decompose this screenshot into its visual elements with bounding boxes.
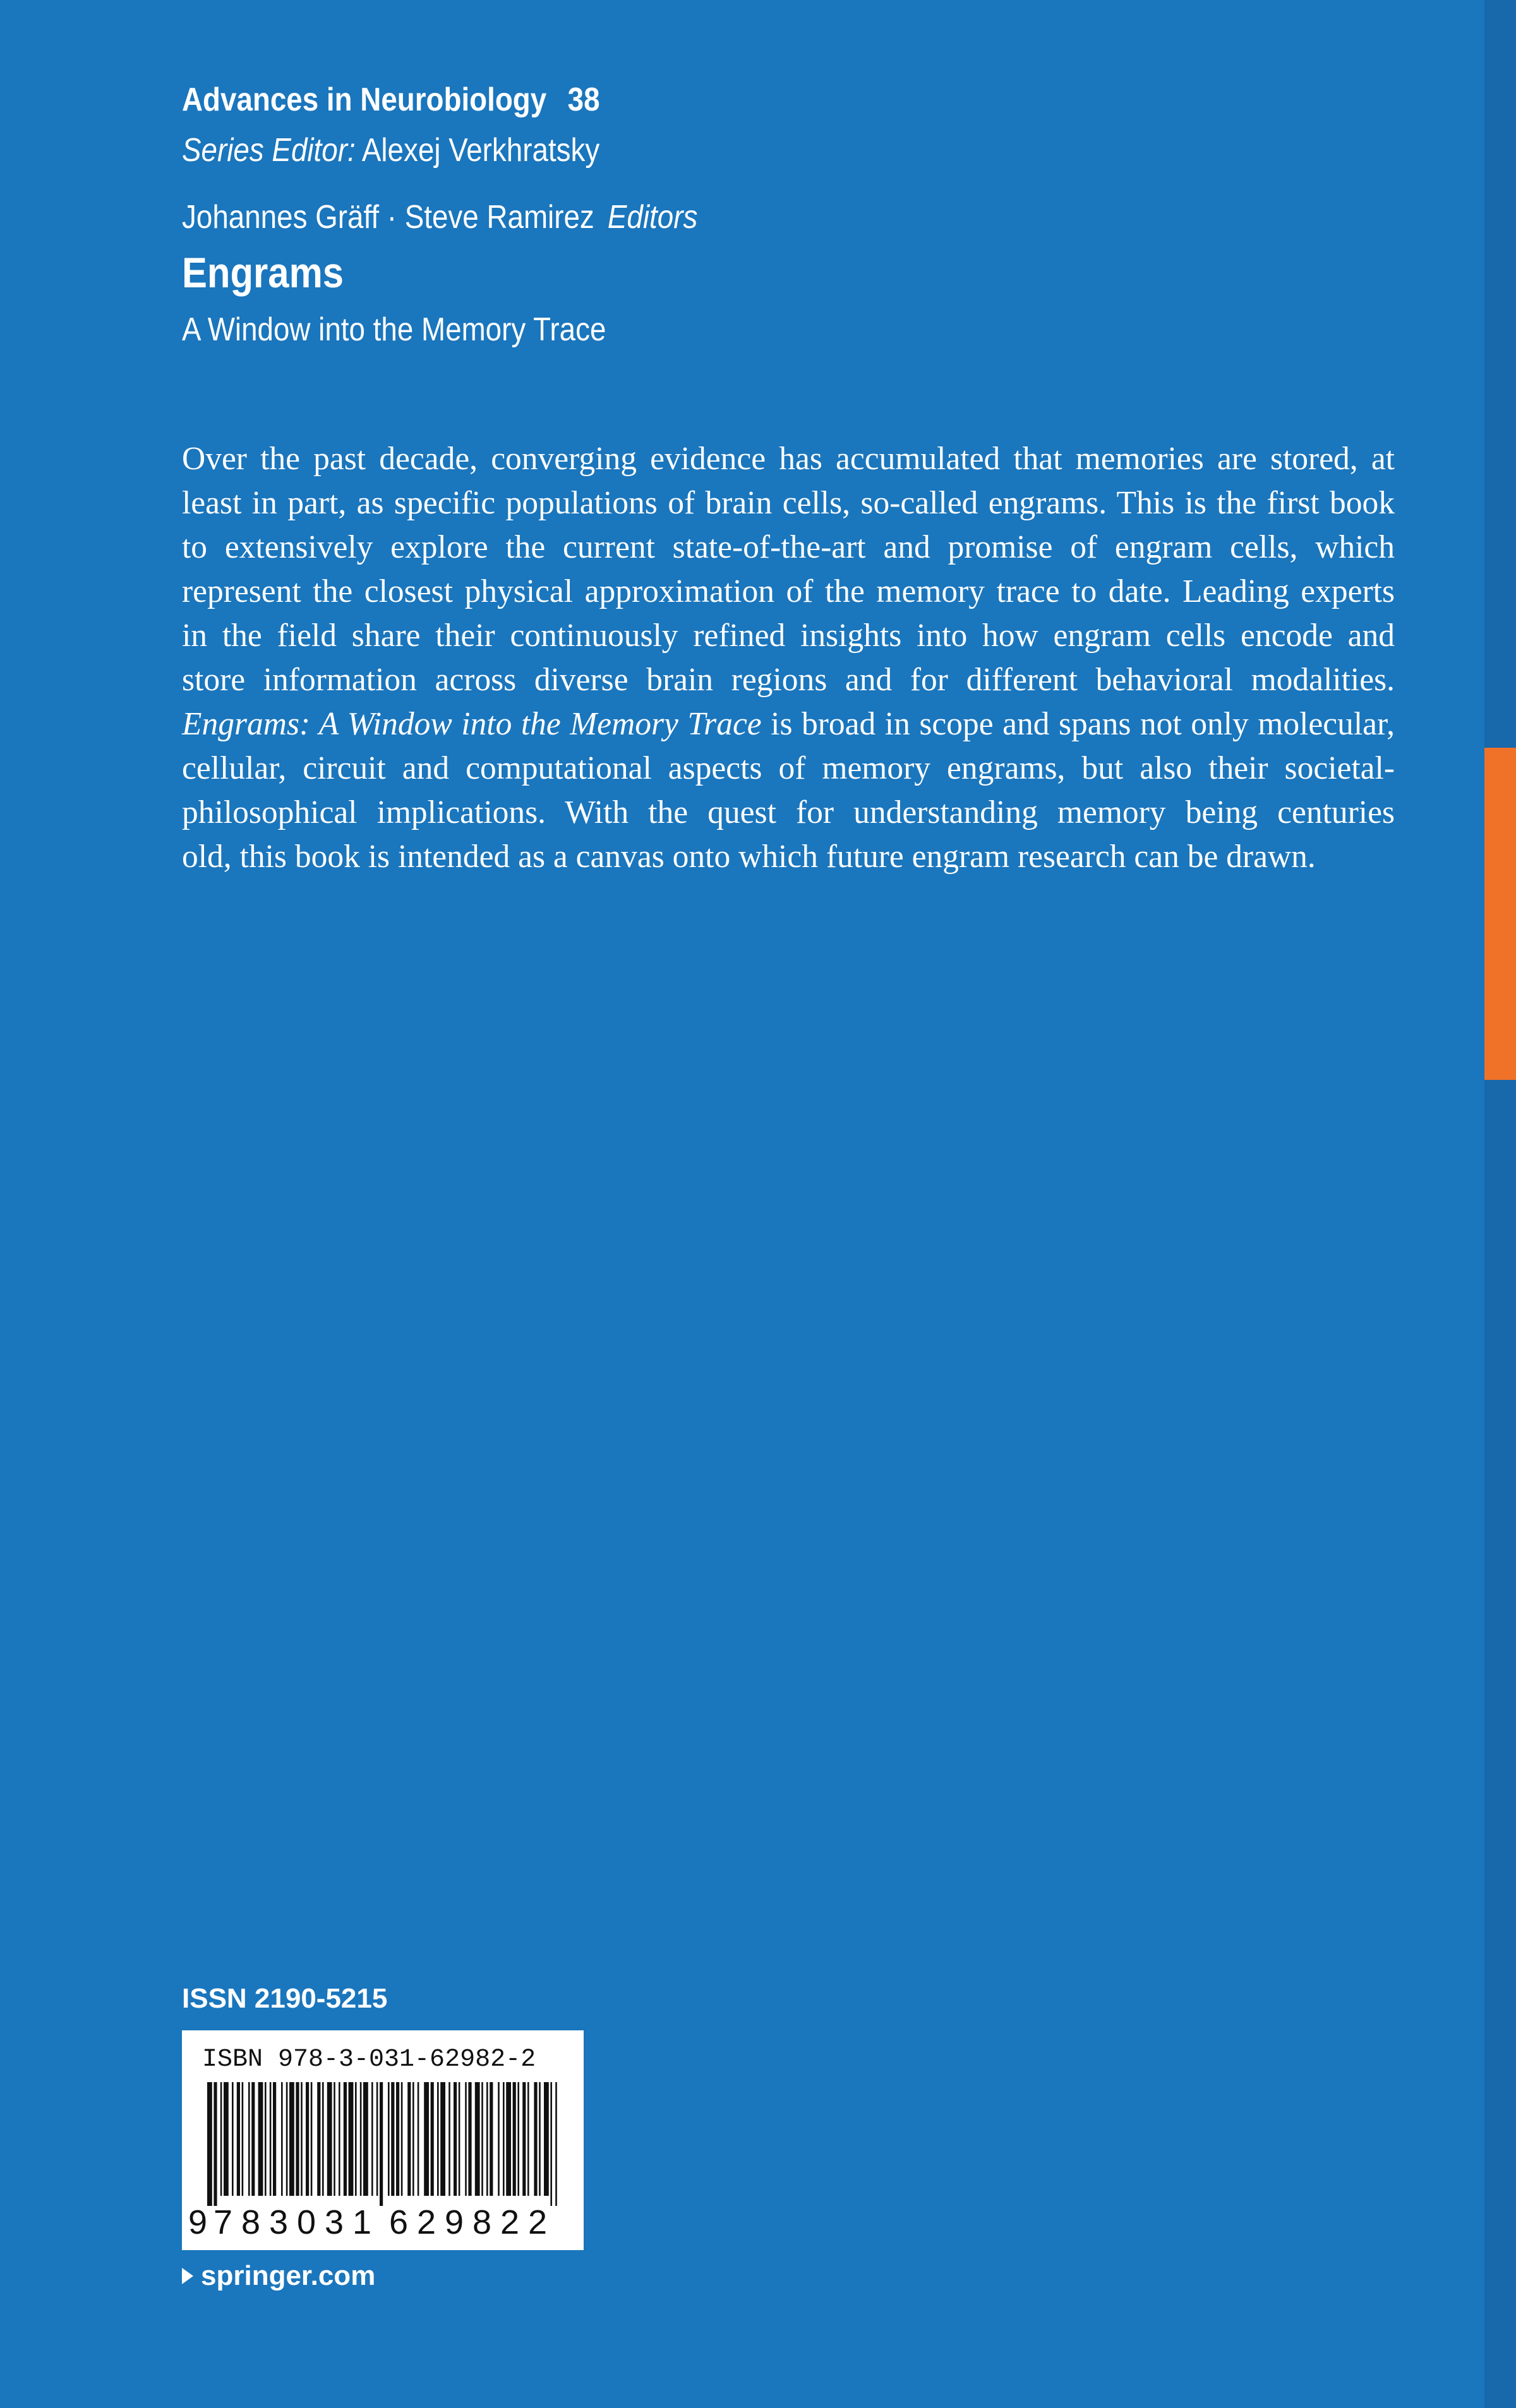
barcode-digit: 2	[417, 2203, 436, 2241]
barcode-bar	[224, 2082, 229, 2196]
isbn-number: ISBN 978-3-031-62982-2	[202, 2046, 536, 2074]
series-editor-name: Alexej Verkhratsky	[361, 132, 600, 169]
barcode-bar	[242, 2082, 244, 2196]
barcode-bar	[550, 2082, 552, 2206]
book-title: Engrams	[182, 249, 344, 297]
barcode-bar	[289, 2082, 294, 2196]
description-after-title: is broad in scope and spans not only molecular,	[761, 706, 1395, 742]
barcode-digit: 3	[269, 2203, 289, 2241]
description-italic-title: Engrams: A Window into the Memory Trace	[182, 706, 762, 742]
description-line: to extensively explore the current state-of-the-art and promise of engram cells, which	[182, 529, 1395, 565]
barcode-bar	[258, 2082, 263, 2196]
book-description	[182, 437, 1395, 879]
book-editors-role: Editors	[607, 199, 698, 236]
arrow-right-icon	[182, 2268, 193, 2284]
barcode-digit: 1	[352, 2203, 372, 2241]
description-line: Over the past decade, converging evidence has accumulated that memories are stored, at	[182, 441, 1395, 477]
barcode-bar	[286, 2082, 288, 2196]
barcode-bar	[349, 2082, 354, 2196]
barcode-bar	[454, 2082, 457, 2196]
barcode-bar	[481, 2082, 483, 2196]
book-editors-names: Johannes Gräff · Steve Ramirez	[182, 199, 594, 236]
barcode-bar	[301, 2082, 303, 2196]
barcode-bar	[412, 2082, 414, 2196]
barcode-bar	[237, 2082, 240, 2196]
barcode-bar	[440, 2082, 445, 2196]
barcode-bar	[506, 2082, 511, 2196]
barcode-bar	[465, 2082, 467, 2196]
barcode-bar	[327, 2082, 332, 2196]
barcode-bar	[207, 2082, 212, 2206]
book-subtitle: A Window into the Memory Trace	[182, 311, 606, 348]
barcode-bar	[311, 2082, 313, 2196]
barcode-bar	[498, 2082, 500, 2196]
barcode-bar	[522, 2082, 526, 2196]
barcode-digit: 3	[325, 2203, 344, 2241]
barcode-bar	[363, 2082, 368, 2196]
barcode-bar	[296, 2082, 299, 2196]
barcode-digit: 7	[214, 2203, 233, 2241]
description-line: cellular, circuit and computational aspects of memory engrams, but also their societal-	[182, 750, 1395, 786]
barcode-bar	[490, 2082, 493, 2196]
barcode-digit: 2	[500, 2203, 520, 2241]
barcode-bar	[360, 2082, 362, 2196]
barcode-bar	[517, 2082, 519, 2196]
isbn-barcode	[182, 2030, 584, 2250]
series-editor	[182, 125, 1238, 176]
series-name: Advances in Neurobiology	[182, 81, 547, 118]
description-line: old, this book is intended as a canvas onto which future engram research can be drawn.	[182, 839, 1316, 875]
barcode-digit: 2	[528, 2203, 548, 2241]
series-number: 38	[567, 81, 600, 118]
publisher-link[interactable]	[182, 2257, 375, 2295]
barcode-bar	[468, 2082, 471, 2196]
barcode-bar	[273, 2082, 276, 2196]
issn: ISSN 2190-5215	[182, 1983, 388, 2014]
barcode-bar	[431, 2082, 434, 2196]
barcode-bar	[388, 2082, 390, 2196]
barcode-digit: 8	[241, 2203, 261, 2241]
barcode-bar	[503, 2082, 505, 2196]
barcode-bar	[355, 2082, 357, 2196]
barcode-bar	[459, 2082, 460, 2196]
barcode-bar	[306, 2082, 309, 2196]
barcode-bar	[344, 2082, 347, 2196]
barcode-digit: 6	[389, 2203, 409, 2241]
description-line: store information across diverse brain regions and for different behavioral modalities.	[182, 662, 1395, 698]
barcode-bar	[317, 2082, 320, 2196]
barcode-bar	[513, 2082, 516, 2196]
barcode-bar	[407, 2082, 411, 2196]
description-line: in the field share their continuously refined insights into how engram cells encode and	[182, 618, 1395, 654]
description-line: least in part, as specific populations of brain cells, so-called engrams. This is the first book	[182, 485, 1395, 521]
book-editors	[182, 192, 1238, 243]
barcode-bar	[334, 2082, 335, 2196]
spine-edge	[1484, 0, 1516, 2408]
barcode-digit: 9	[188, 2203, 208, 2241]
description-line: represent the closest physical approximation of the memory trace to date. Leading experts	[182, 573, 1395, 609]
barcode-bar	[265, 2082, 267, 2196]
barcode-bar	[534, 2082, 537, 2196]
barcode-bar	[380, 2082, 383, 2206]
barcode-bar	[251, 2082, 255, 2196]
barcode-bar	[527, 2082, 529, 2196]
barcode-bar	[270, 2082, 272, 2196]
barcode-bar	[555, 2082, 557, 2206]
barcode-digit: 0	[297, 2203, 316, 2241]
barcode-bar	[232, 2082, 234, 2196]
publisher-website: springer.com	[201, 2260, 376, 2291]
barcode-bar	[214, 2082, 217, 2206]
description-line: philosophical implications. With the quest for understanding memory being centuries	[182, 794, 1395, 830]
barcode-bar	[322, 2082, 324, 2196]
barcode-bar	[437, 2082, 439, 2196]
barcode-bar	[401, 2082, 403, 2196]
series-editor-label: Series Editor:	[182, 132, 356, 169]
barcode-bar	[544, 2082, 549, 2196]
barcode-bar	[391, 2082, 394, 2196]
barcode-bar	[418, 2082, 419, 2196]
barcode-digit: 8	[472, 2203, 492, 2241]
barcode-bar	[376, 2082, 378, 2196]
series-title	[182, 75, 1238, 125]
barcode-bar	[424, 2082, 429, 2196]
cover-header	[182, 75, 1382, 355]
description-line	[182, 702, 1395, 746]
barcode-bar	[539, 2082, 541, 2196]
barcode-bar	[220, 2082, 222, 2196]
barcode-bar	[339, 2082, 340, 2196]
barcode-bar	[281, 2082, 283, 2196]
barcode-bar	[396, 2082, 399, 2196]
barcode-bar	[371, 2082, 373, 2196]
barcode-bar	[448, 2082, 450, 2196]
barcode-bar	[475, 2082, 480, 2196]
barcode-bar	[248, 2082, 250, 2196]
spine-accent-bar	[1484, 748, 1516, 1080]
barcode-bar	[486, 2082, 488, 2196]
barcode-digit: 9	[445, 2203, 464, 2241]
